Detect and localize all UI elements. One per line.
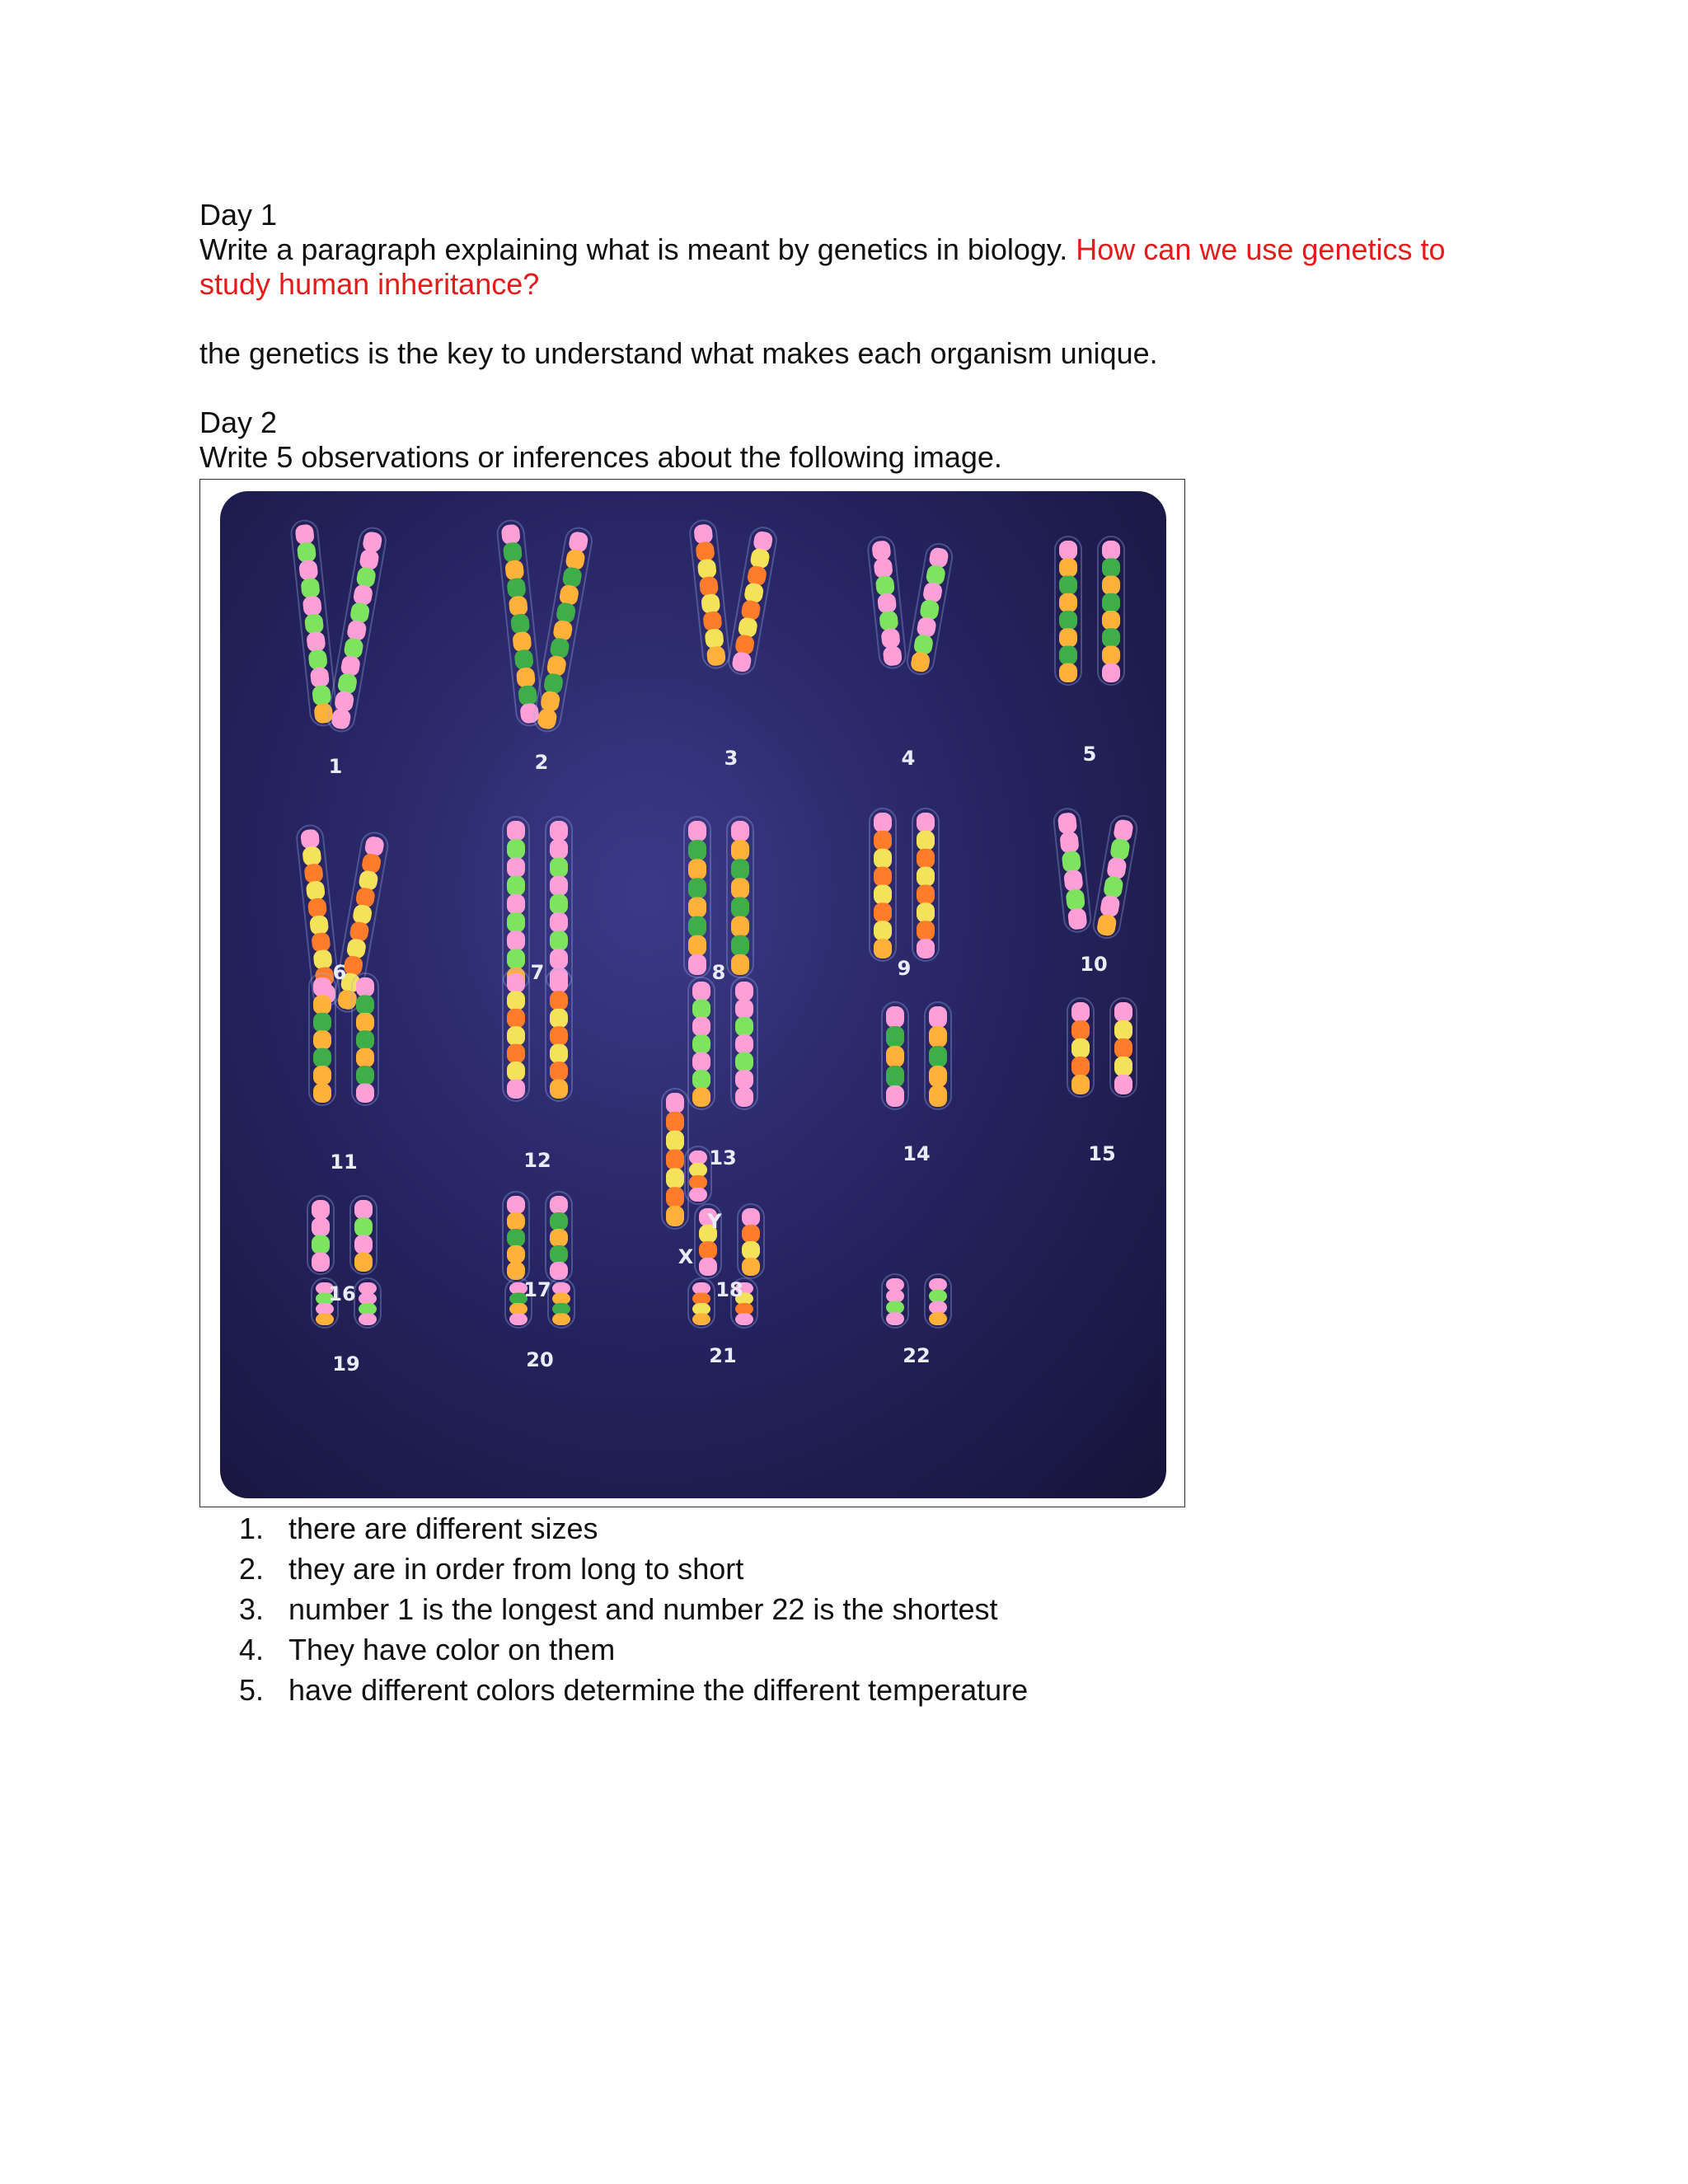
- chromosome-drawing: [220, 491, 1166, 1498]
- chromatid: [925, 1002, 951, 1109]
- chromatid: [688, 1278, 715, 1328]
- observation-item: 1. there are different sizes: [239, 1511, 598, 1545]
- chromosome-label-9: 9: [897, 957, 912, 980]
- day1-question: How can we use genetics to: [1076, 232, 1446, 266]
- chromatid: [925, 1274, 951, 1328]
- chromosome-label-7: 7: [530, 961, 545, 984]
- chromosome-label-22: 22: [903, 1344, 931, 1367]
- chromatid: [548, 1278, 574, 1328]
- chromatid: [350, 1196, 377, 1274]
- chromatid: [731, 977, 757, 1109]
- chromatid: [496, 519, 544, 727]
- chromosome-label-18: 18: [715, 1278, 743, 1301]
- chromatid: [354, 1278, 381, 1328]
- observation-item: 2. they are in order from long to short: [239, 1552, 744, 1586]
- chromosome-label-17: 17: [523, 1278, 551, 1301]
- chromatid: [1110, 998, 1137, 1097]
- day2-prompt: Write 5 observations or inferences about the following image.: [199, 440, 1002, 474]
- chromatid: [532, 526, 594, 733]
- chromosome-label-6: 6: [332, 961, 347, 984]
- chromatid: [727, 817, 753, 977]
- chromatid: [727, 526, 779, 677]
- chromatid: [882, 1002, 908, 1109]
- chromosome-label-20: 20: [526, 1348, 554, 1371]
- chromosome-label-X: X: [678, 1245, 694, 1268]
- chromatid: [882, 1274, 908, 1328]
- chromatid: [1055, 537, 1081, 685]
- chromatid: [326, 526, 388, 733]
- chromatid: [688, 977, 715, 1109]
- karyotype-figure-frame: [199, 479, 1185, 1507]
- chromatid: [546, 817, 572, 990]
- chromatid: [546, 969, 572, 1101]
- worksheet: [199, 198, 1551, 475]
- chromosome-label-8: 8: [711, 961, 726, 984]
- chromosome-label-15: 15: [1088, 1142, 1116, 1165]
- observation-item: 3. number 1 is the longest and number 22 is the shortest: [239, 1592, 998, 1626]
- chromatid: [503, 969, 529, 1101]
- chromosome-label-11: 11: [330, 1151, 358, 1174]
- chromosome-label-Y: Y: [707, 1210, 722, 1233]
- day2-heading: Day 2: [199, 405, 278, 439]
- chromatid: [307, 1196, 334, 1274]
- chromatid: [738, 1204, 764, 1278]
- observation-item: 4. They have color on them: [239, 1633, 616, 1666]
- observation-item: 5. have different colors determine the different temperature: [239, 1673, 1029, 1707]
- chromatid: [684, 817, 710, 977]
- chromatid: [689, 519, 731, 669]
- day1-prompt-text: Write a paragraph explaining what is meant by genetics in biology.: [199, 232, 1068, 266]
- chromatid: [867, 536, 907, 669]
- chromosome-label-2: 2: [534, 751, 549, 774]
- chromatid: [546, 1192, 572, 1282]
- chromatid: [1091, 813, 1139, 940]
- day1-prompt: [199, 232, 1551, 267]
- chromosome-label-5: 5: [1082, 743, 1097, 766]
- chromosome-label-12: 12: [523, 1149, 551, 1172]
- chromosome-label-10: 10: [1080, 953, 1108, 976]
- chromosome-label-19: 19: [332, 1352, 360, 1376]
- chromosome-label-16: 16: [328, 1282, 356, 1305]
- chromatid: [1098, 537, 1124, 685]
- day1-heading: Day 1: [199, 198, 278, 232]
- chromosome-label-14: 14: [903, 1142, 931, 1165]
- chromosome-label-1: 1: [328, 755, 343, 778]
- chromatid: [503, 817, 529, 990]
- day1-question-cont: study human inheritance?: [199, 267, 540, 301]
- chromosome-label-4: 4: [901, 747, 916, 770]
- chromosome-label-3: 3: [724, 747, 738, 770]
- observations-list: [239, 1508, 1028, 1710]
- day1-answer: the genetics is the key to understand what makes each organism unique.: [199, 336, 1158, 370]
- chromatid: [905, 541, 954, 676]
- chromosome-label-13: 13: [709, 1146, 737, 1169]
- chromatid: [352, 973, 378, 1105]
- karyotype-image: [220, 491, 1166, 1498]
- chromatid: [503, 1192, 529, 1282]
- chromatid: [1053, 808, 1092, 934]
- chromosome-label-21: 21: [709, 1344, 737, 1367]
- chromatid: [290, 519, 338, 727]
- chromatid: [1067, 998, 1094, 1097]
- chromatid: [912, 808, 939, 961]
- chromatid: [870, 808, 896, 961]
